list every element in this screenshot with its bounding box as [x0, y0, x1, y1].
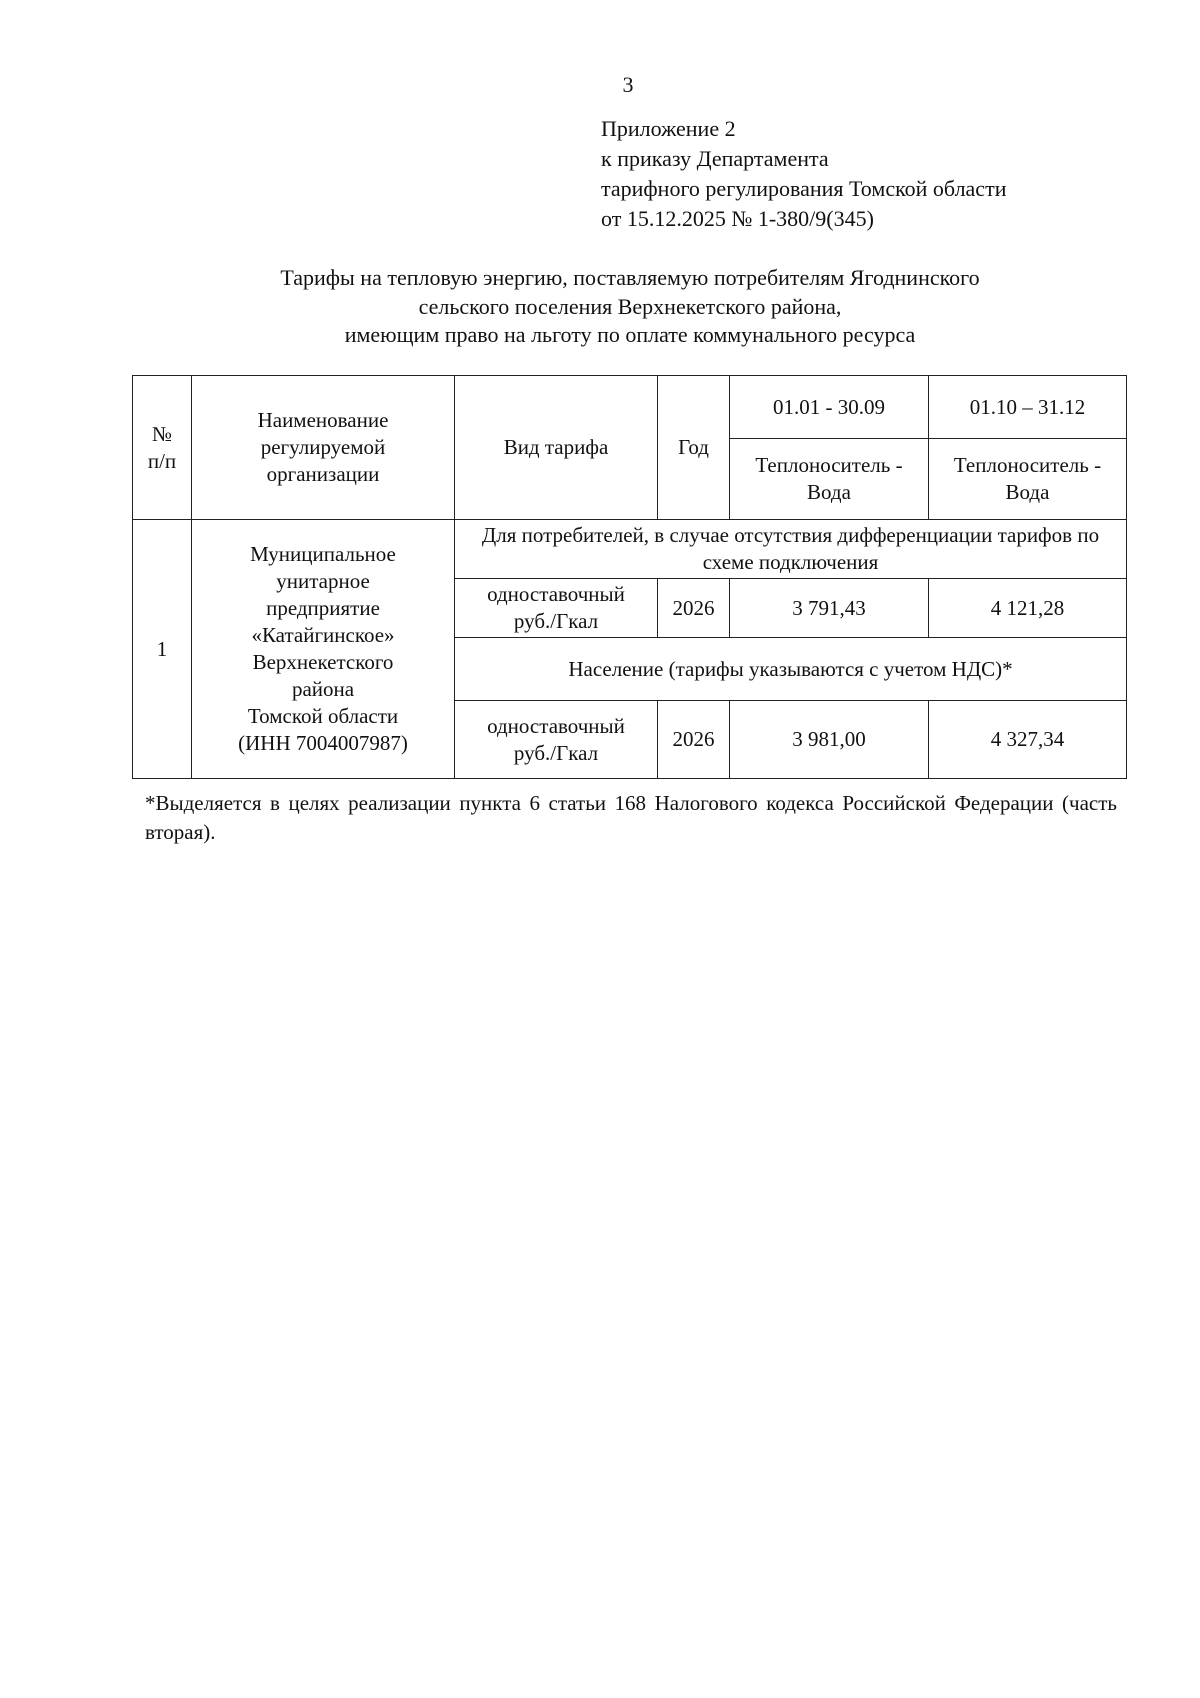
year-cell: 2026	[658, 579, 730, 638]
header-organization: Наименование регулируемой организации	[192, 376, 455, 520]
group-label: Население (тарифы указываются с учетом НДС)*	[455, 638, 1127, 701]
document-title	[130, 264, 1130, 350]
title-line: Тарифы на тепловую энергию, поставляемую потребителям Ягоднинского	[280, 265, 980, 290]
year-cell: 2026	[658, 701, 730, 779]
header-carrier-2: Теплоноситель - Вода	[929, 439, 1127, 520]
tariff-table	[132, 375, 1127, 779]
header-tariff-type: Вид тарифа	[455, 376, 658, 520]
appendix-header	[601, 114, 1006, 234]
tariff-type-cell: одноставочный руб./Гкал	[455, 579, 658, 638]
page-number: 3	[622, 72, 634, 97]
header-year: Год	[658, 376, 730, 520]
organization-name: Муниципальное унитарное предприятие «Катайгинское» Верхнекетского района Томской области (ИНН 7004007987)	[192, 520, 455, 779]
table-row	[133, 520, 1127, 579]
row-number: 1	[133, 520, 192, 779]
title-line: имеющим право на льготу по оплате коммунального ресурса	[344, 322, 916, 347]
table-header-row	[133, 376, 1127, 439]
header-number: № п/п	[133, 376, 192, 520]
value-cell: 3 791,43	[730, 579, 929, 638]
footnote: *Выделяется в целях реализации пункта 6 статьи 168 Налогового кодекса Российской Федерации (часть вторая).	[145, 791, 1117, 844]
appendix-line: к приказу Департамента	[601, 146, 829, 171]
group-label: Для потребителей, в случае отсутствия дифференциации тарифов по схеме подключения	[455, 520, 1127, 579]
value-cell: 4 327,34	[929, 701, 1127, 779]
header-period-1: 01.01 - 30.09	[730, 376, 929, 439]
value-cell: 4 121,28	[929, 579, 1127, 638]
appendix-line: от 15.12.2025 № 1-380/9(345)	[601, 206, 874, 231]
header-carrier-1: Теплоноситель - Вода	[730, 439, 929, 520]
appendix-line: Приложение 2	[601, 116, 736, 141]
value-cell: 3 981,00	[730, 701, 929, 779]
header-period-2: 01.10 – 31.12	[929, 376, 1127, 439]
appendix-line: тарифного регулирования Томской области	[601, 176, 1007, 201]
title-line: сельского поселения Верхнекетского района,	[418, 293, 842, 319]
tariff-type-cell: одноставочный руб./Гкал	[455, 701, 658, 779]
